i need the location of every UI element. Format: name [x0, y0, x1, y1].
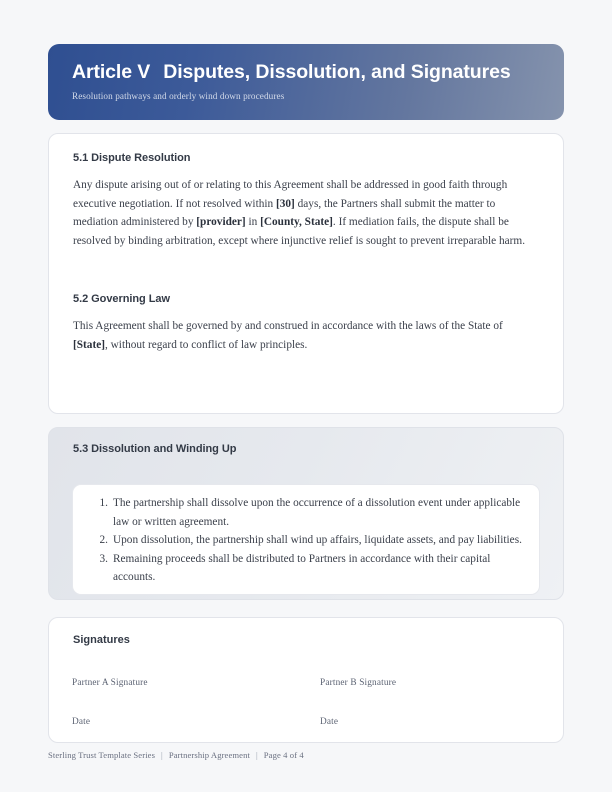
signature-column-partner-b: [320, 678, 540, 727]
partner-a-signature-label: Partner A Signature: [72, 678, 148, 688]
placeholder-county-state: [County, State]: [260, 216, 333, 229]
section-title-5-1: Dispute Resolution: [91, 152, 191, 164]
section-spacer: [73, 251, 539, 293]
signature-grid: [72, 678, 540, 727]
paragraph-text: in: [245, 216, 261, 229]
sections-card: [48, 133, 564, 414]
placeholder-provider: [provider]: [196, 216, 246, 229]
dissolution-ordered-list: [94, 494, 530, 587]
list-item: Remaining proceeds shall be distributed to Partners in accordance with their capital accounts.: [113, 552, 491, 584]
footer-separator: |: [161, 750, 163, 760]
article-title: [72, 62, 540, 83]
section-number-5-3: 5.3: [73, 443, 89, 455]
partner-b-signature-label: Partner B Signature: [320, 678, 397, 688]
article-number: Article V: [72, 61, 151, 83]
footer-series: Sterling Trust Template Series: [48, 750, 156, 760]
paragraph-text: . If mediation fails, the dispute shall be resolved by binding arbitration, except where injunctive relief is sought to prevent irreparable harm.: [73, 216, 526, 248]
paragraph-text: , without regard to conflict of law principles.: [105, 338, 308, 351]
article-subtitle: Resolution pathways and orderly wind down procedures: [72, 91, 285, 102]
section-heading-5-2: [73, 293, 539, 305]
footer-separator: |: [255, 750, 258, 760]
article-title-text: Disputes, Dissolution, and Signatures: [163, 61, 511, 83]
section-paragraph-5-1: [73, 176, 539, 251]
placeholder-state: [State]: [73, 338, 105, 351]
section-heading-5-3: [73, 443, 539, 455]
section-title-5-3: Dissolution and Winding Up: [91, 443, 237, 455]
signature-column-partner-a: [72, 678, 320, 727]
section-paragraph-5-2: [73, 317, 539, 354]
article-header-banner: [48, 44, 564, 120]
page-footer: [48, 750, 564, 760]
section-title-5-2: Governing Law: [91, 292, 170, 305]
placeholder-days: [30]: [275, 197, 295, 210]
section-number-5-2: 5.2: [73, 292, 89, 305]
list-item: The partnership shall dissolve upon the occurrence of a dissolution event under applicable law or written agreement.: [113, 497, 521, 528]
list-item: Upon dissolution, the partnership shall wind up affairs, liquidate assets, and pay liabilities.: [113, 534, 522, 547]
paragraph-text: This Agreement shall be governed by and construed in accordance with the laws of the State of: [73, 319, 503, 332]
signatures-heading: Signatures: [73, 634, 130, 646]
paragraph-text: days, the Partners shall submit the matter to mediation administered by: [73, 197, 496, 229]
section-heading-5-1: [73, 152, 539, 164]
partner-a-date-label: Date: [72, 717, 91, 727]
partner-b-date-label: Date: [320, 717, 339, 727]
section-number-5-1: 5.1: [73, 152, 89, 164]
footer-page-number: Page 4 of 4: [263, 750, 304, 760]
paragraph-text: Any dispute arising out of or relating to this Agreement shall be addressed in good faith through executive negotiation. If not resolved within: [73, 179, 508, 210]
footer-document: Partnership Agreement: [168, 750, 250, 760]
